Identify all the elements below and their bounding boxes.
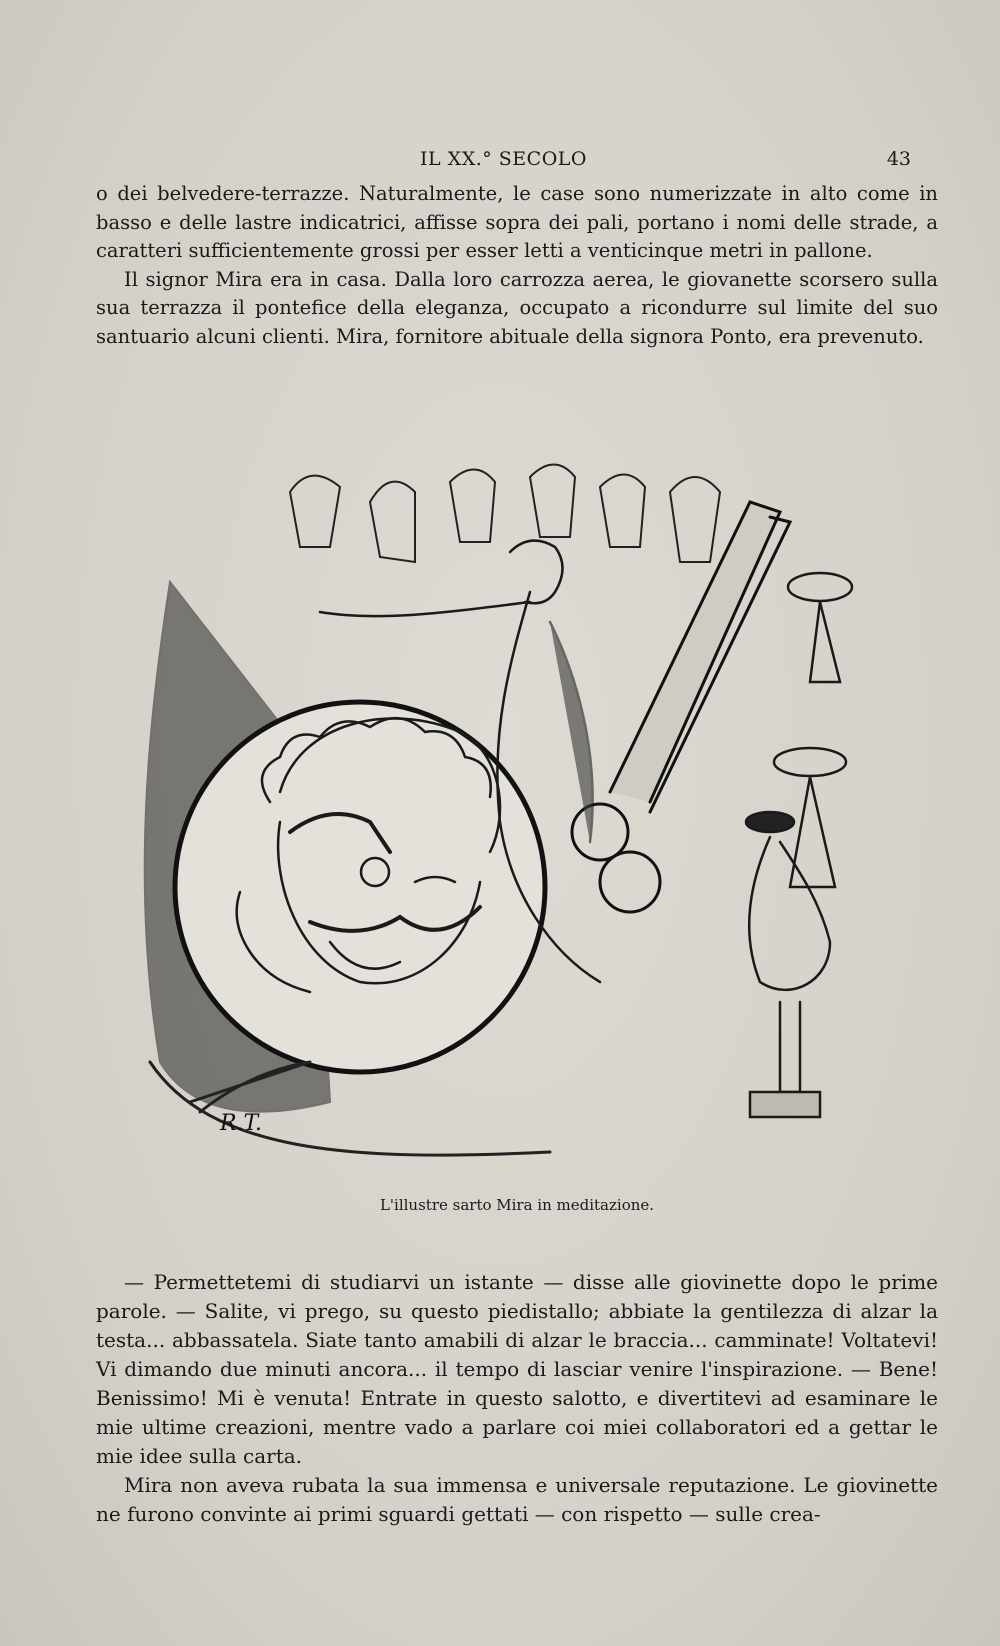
engraving-illustration: [130, 462, 910, 1172]
fashion-figures-row: [290, 465, 720, 563]
scissors: [572, 502, 790, 912]
medallion: [175, 702, 545, 1072]
illustration-caption: L'illustre sarto Mira in meditazione.: [379, 1196, 655, 1214]
top-text-block: [96, 180, 938, 352]
artist-signature: R.T.: [220, 1111, 262, 1136]
running-head: [96, 148, 911, 174]
running-title: IL XX.° SECOLO: [420, 148, 587, 170]
standing-women: [746, 573, 852, 1117]
paragraph: o dei belvedere-terrazze. Naturalmente, le case sono numerizzate in alto come in basso e delle lastre indicatrici, affisse sopra dei pali, portano i nomi delle strade, a caratteri sufficientemente grossi per esser letti a venticinque metri in pallone.: [96, 182, 938, 263]
bottom-text-block: [96, 1268, 938, 1529]
paragraph: Il signor Mira era in casa. Dalla loro carrozza aerea, le giovanette scorsero sulla sua terrazza il pontefice della eleganza, occupato a ricondurre sul limite del suo santuario alcuni clienti. Mira, fornitore abituale della signora Ponto, era prevenuto.: [96, 267, 938, 348]
page-number: 43: [886, 148, 911, 170]
paragraph: — Permettetemi di studiarvi un istante — disse alle giovinette dopo le prime parole. — Salite, vi prego, su questo piedistallo; abbiate la gentilezza di alzar la testa... abbassatela. Siate tanto amabili di alzar le braccia... camminate! Voltatevi! Vi dimando due minuti ancora... il tempo di lasciar venire l'inspirazione. — Bene! Benissimo! Mi è venuta! Entrate in questo salotto, e divertitevi ad esaminare le mie ultime creazioni, mentre vado a parlare coi miei collaboratori ed a gettar le mie idee sulla carta.: [96, 1270, 938, 1468]
paragraph: Mira non aveva rubata la sua immensa e universale reputazione. Le giovinette ne furono convinte ai primi sguardi gettati — con rispetto — sulle crea-: [96, 1473, 938, 1526]
pedestal: [750, 1092, 820, 1117]
